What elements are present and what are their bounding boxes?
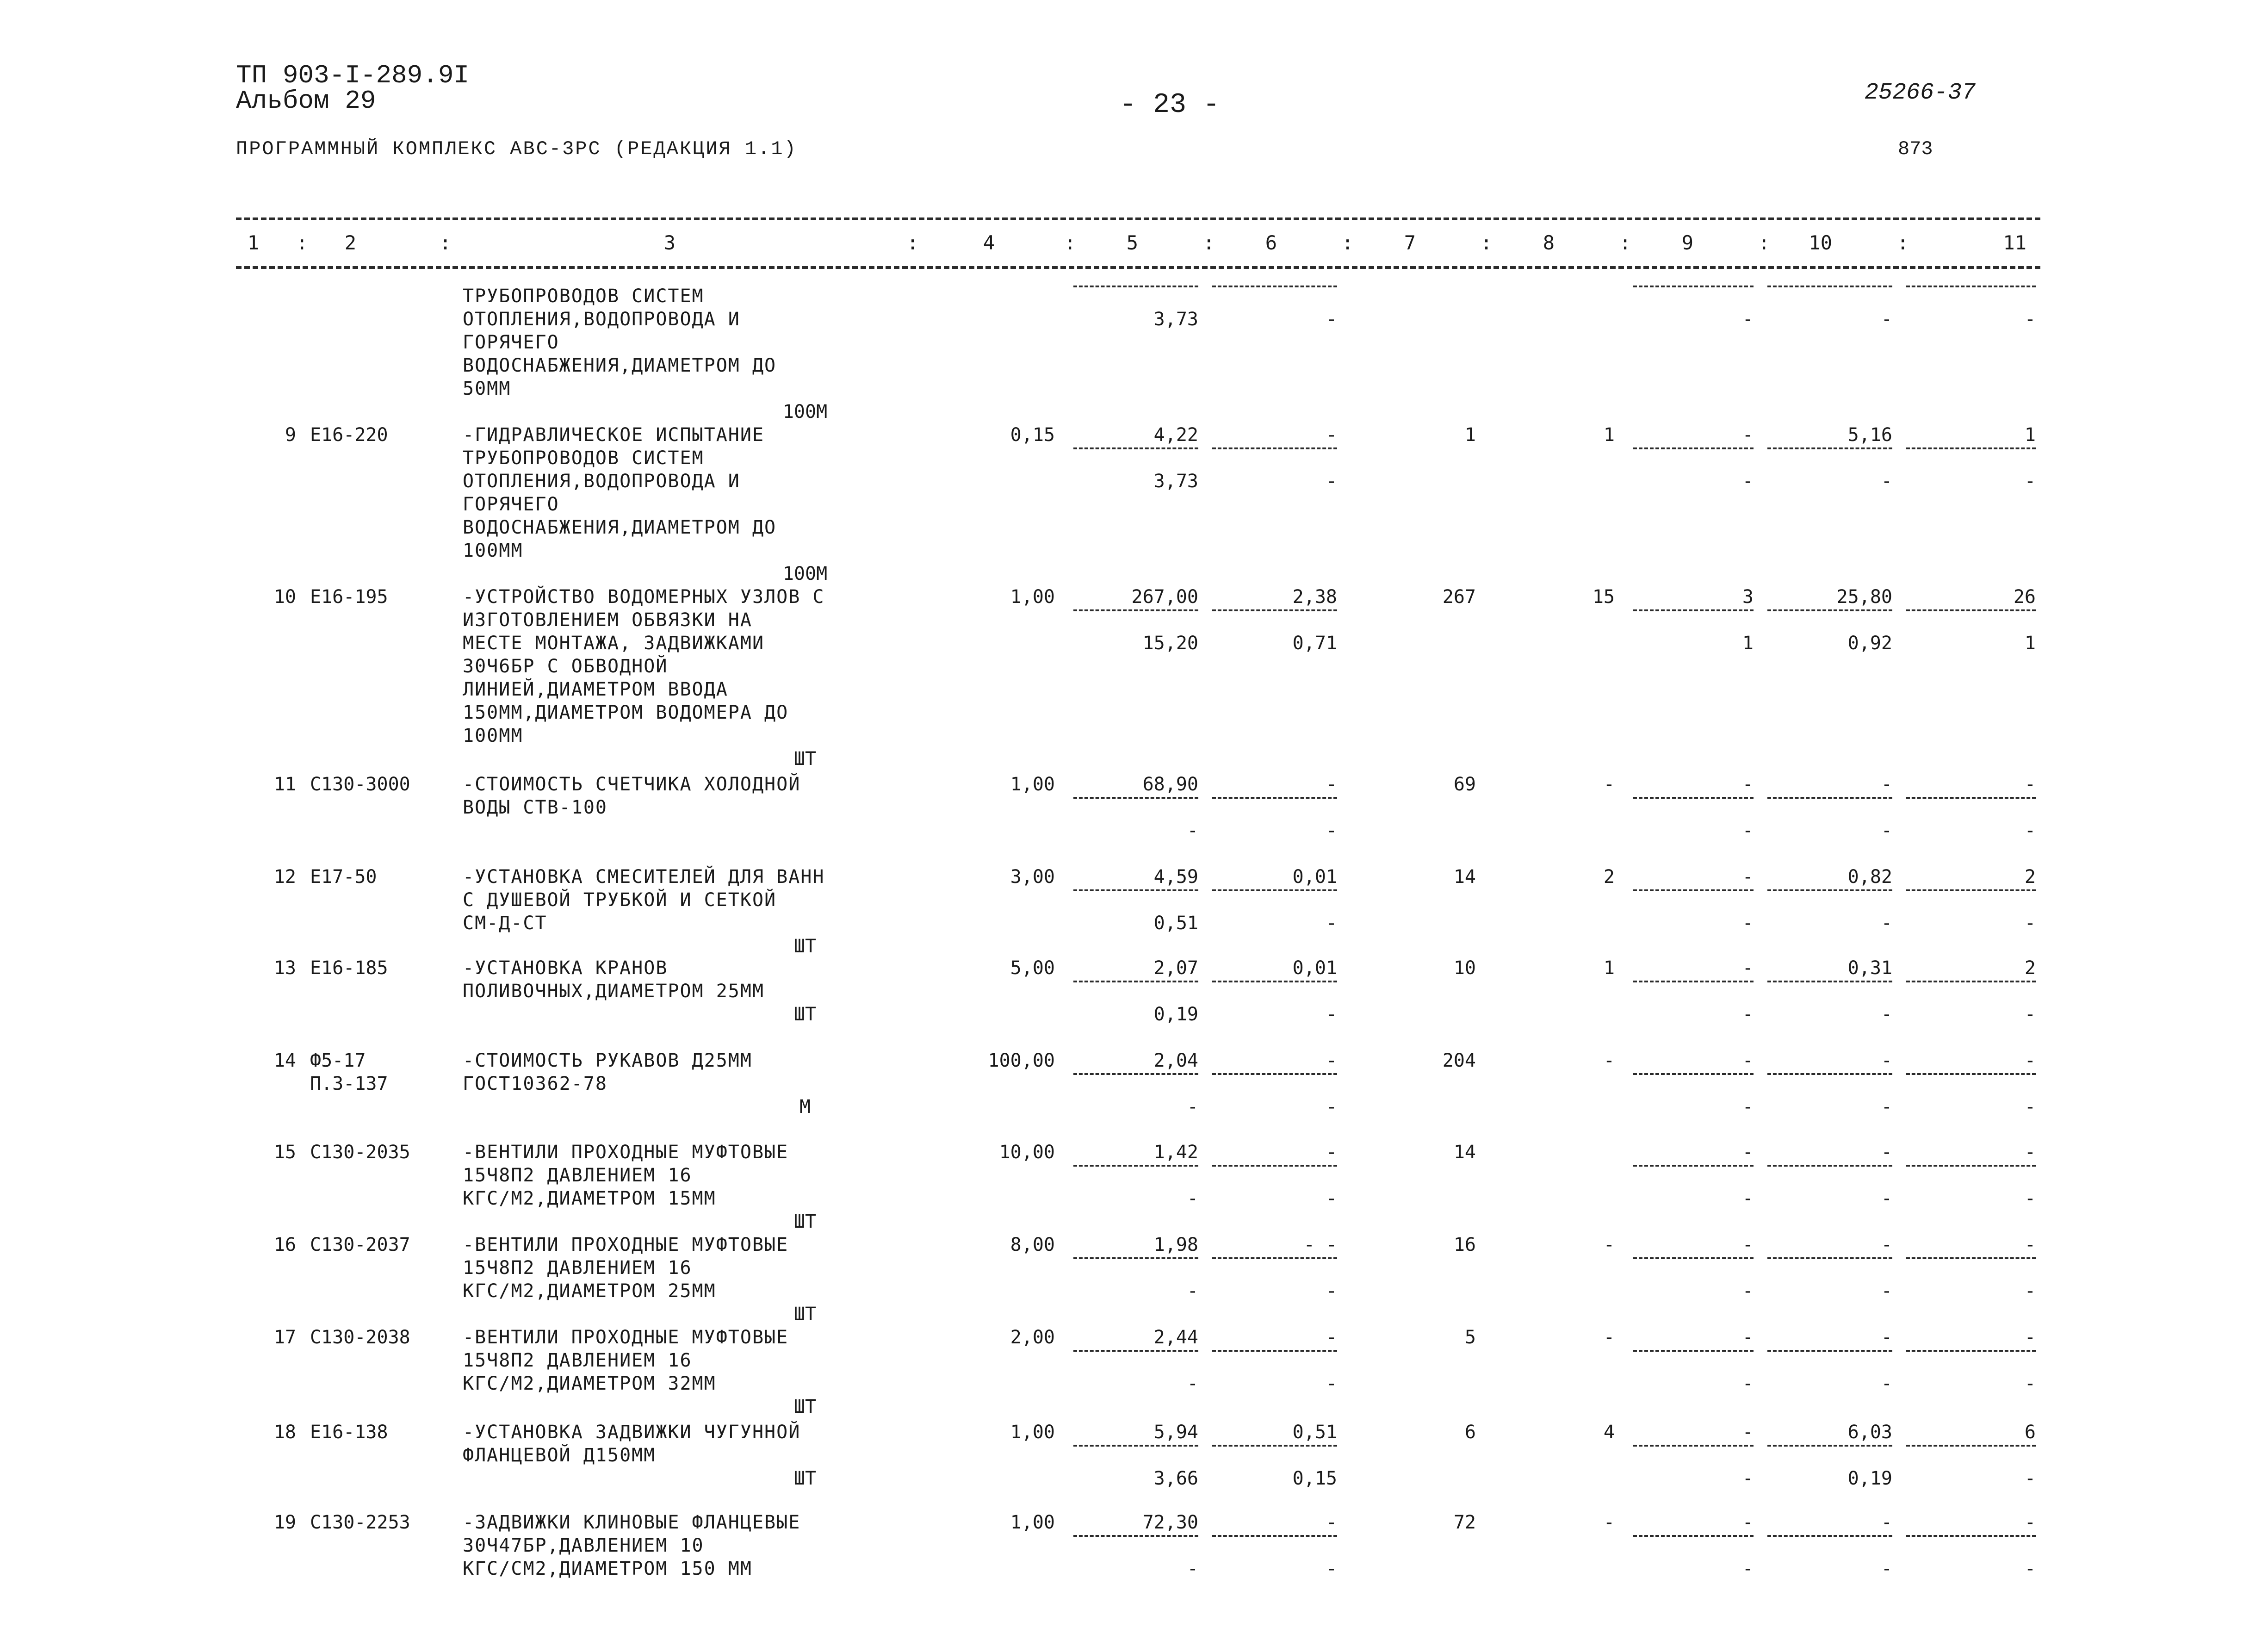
row-number: 19: [273, 1512, 296, 1533]
cell-divider: [1906, 1445, 2036, 1447]
value-c4: 0,15: [1010, 424, 1055, 446]
value-c11-upper: -: [2024, 1142, 2036, 1163]
value-c11-upper: -: [2024, 1234, 2036, 1255]
cell-divider: [1212, 1350, 1337, 1352]
unit-of-measure: ШТ: [793, 936, 817, 957]
cell-divider: [1073, 1350, 1198, 1352]
row-number: 13: [273, 957, 296, 979]
value-c11-lower: -: [2024, 1280, 2036, 1302]
value-c5-lower: 3,73: [1153, 471, 1198, 492]
cell-divider: [1633, 609, 1754, 611]
cell-divider: [1767, 447, 1892, 449]
unit-of-measure: ШТ: [793, 1468, 817, 1489]
value-c4: 1,00: [1010, 774, 1055, 795]
cell-divider: [1073, 889, 1198, 891]
value-c8: 2: [1603, 866, 1615, 888]
norm-code: Е16-220: [310, 424, 388, 446]
cell-divider: [1212, 981, 1337, 982]
value-c11-lower: -: [2024, 913, 2036, 934]
value-c10-upper: -: [1881, 774, 1892, 795]
value-c5-lower: -: [1187, 1373, 1198, 1394]
value-c10-upper: 0,31: [1847, 957, 1892, 979]
cell-divider: [1073, 797, 1198, 799]
column-separator: :: [1619, 231, 1631, 254]
program-title: ПРОГРАММНЫЙ КОМПЛЕКС АВС-3РС (РЕДАКЦИЯ 1.1): [236, 138, 797, 160]
cell-divider: [1767, 981, 1892, 982]
column-header-3: 3: [663, 231, 675, 254]
value-c8: 4: [1603, 1422, 1615, 1443]
cell-divider: [1633, 889, 1754, 891]
value-c5-upper: 4,22: [1153, 424, 1198, 446]
value-c5-lower: 15,20: [1142, 633, 1198, 654]
cell-divider: [1633, 981, 1754, 982]
value-c4: 5,00: [1010, 957, 1055, 979]
unit-of-measure: 100М: [782, 401, 828, 422]
value-c5-upper: 68,90: [1142, 774, 1198, 795]
cell-divider: [1212, 1445, 1337, 1447]
value-c10-lower: -: [1881, 913, 1892, 934]
value-c5-upper: 72,30: [1142, 1512, 1198, 1533]
work-description: -ВЕНТИЛИ ПРОХОДНЫЕ МУФТОВЫЕ 15Ч8П2 ДАВЛЕНИЕМ 16 КГС/М2,ДИАМЕТРОМ 15ММ: [463, 1142, 789, 1209]
value-c11-lower: -: [2024, 1096, 2036, 1118]
cell-divider: [1906, 889, 2036, 891]
cell-divider: [1073, 1165, 1198, 1167]
cell-divider: [1073, 1073, 1198, 1075]
norm-code: С130-2037: [310, 1234, 410, 1255]
column-separator: :: [1203, 231, 1215, 254]
value-c8: -: [1603, 1234, 1615, 1255]
value-c5-lower: -: [1187, 1188, 1198, 1209]
cell-divider: [1212, 1257, 1337, 1259]
cell-divider: [1767, 1257, 1892, 1259]
value-c6-lower: 0,15: [1292, 1468, 1337, 1489]
cell-divider: [1073, 1445, 1198, 1447]
cell-divider: [1633, 1257, 1754, 1259]
cell-divider: [1906, 286, 2036, 287]
value-c4: 1,00: [1010, 1422, 1055, 1443]
value-c7: 10: [1453, 957, 1476, 979]
value-c6-upper: -: [1326, 1512, 1337, 1533]
document-code: ТП 903-I-289.9I: [236, 61, 470, 90]
header-rule-top: [236, 217, 2040, 220]
value-c9-lower: -: [1742, 1468, 1754, 1489]
column-header-10: 10: [1809, 231, 1832, 254]
value-c5-upper: 2,44: [1153, 1327, 1198, 1348]
value-c11-lower: -: [2024, 1373, 2036, 1394]
value-c9-upper: -: [1742, 1327, 1754, 1348]
value-c7: 14: [1453, 1142, 1476, 1163]
unit-of-measure: 100М: [782, 563, 828, 584]
value-c5-lower: 3,73: [1153, 309, 1198, 330]
cell-divider: [1633, 447, 1754, 449]
value-c5-lower: 0,19: [1153, 1004, 1198, 1025]
cell-divider: [1633, 1073, 1754, 1075]
value-c11-upper: 2: [2024, 957, 2036, 979]
cell-divider: [1212, 609, 1337, 611]
work-description: ТРУБОПРОВОДОВ СИСТЕМ ОТОПЛЕНИЯ,ВОДОПРОВОДА И ГОРЯЧЕГО ВОДОСНАБЖЕНИЯ,ДИАМЕТРОМ ДО 50ММ: [463, 286, 777, 399]
unit-of-measure: М: [799, 1096, 811, 1118]
value-c6-upper: 2,38: [1292, 586, 1337, 608]
value-c9-lower: -: [1742, 913, 1754, 934]
value-c11-upper: -: [2024, 1050, 2036, 1071]
column-header-1: 1: [247, 231, 259, 254]
cell-divider: [1767, 797, 1892, 799]
header-rule-bottom: [236, 266, 2040, 269]
value-c10-upper: -: [1881, 1234, 1892, 1255]
value-c11-upper: -: [2024, 1327, 2036, 1348]
column-separator: :: [907, 231, 919, 254]
value-c6-upper: 0,51: [1292, 1422, 1337, 1443]
cell-divider: [1767, 1350, 1892, 1352]
value-c6-lower: -: [1326, 913, 1337, 934]
value-c9-lower: -: [1742, 309, 1754, 330]
value-c7: 1: [1464, 424, 1476, 446]
inventory-code: 25266-37: [1865, 80, 1976, 106]
value-c6-upper: 0,01: [1292, 957, 1337, 979]
value-c8: -: [1603, 1050, 1615, 1071]
cell-divider: [1767, 286, 1892, 287]
cell-divider: [1212, 1073, 1337, 1075]
value-c8: 15: [1592, 586, 1615, 608]
value-c5-upper: 5,94: [1153, 1422, 1198, 1443]
value-c9-upper: -: [1742, 957, 1754, 979]
value-c6-lower: -: [1326, 1280, 1337, 1302]
value-c11-lower: -: [2024, 1468, 2036, 1489]
column-header-6: 6: [1265, 231, 1277, 254]
value-c11-lower: 1: [2024, 633, 2036, 654]
norm-code: С130-2253: [310, 1512, 410, 1533]
row-number: 14: [273, 1050, 296, 1071]
value-c9-upper: -: [1742, 1422, 1754, 1443]
value-c8: 1: [1603, 957, 1615, 979]
value-c11-lower: -: [2024, 820, 2036, 841]
value-c9-upper: -: [1742, 1050, 1754, 1071]
value-c9-upper: -: [1742, 1512, 1754, 1533]
row-number: 9: [285, 424, 296, 446]
value-c4: 1,00: [1010, 586, 1055, 608]
column-separator: :: [440, 231, 452, 254]
value-c6-lower: -: [1326, 1558, 1337, 1579]
value-c5-lower: -: [1187, 1558, 1198, 1579]
value-c10-upper: 0,82: [1847, 866, 1892, 888]
column-separator: :: [1897, 231, 1909, 254]
value-c10-lower: -: [1881, 1188, 1892, 1209]
value-c6-lower: -: [1326, 1188, 1337, 1209]
cell-divider: [1906, 1535, 2036, 1537]
value-c10-upper: 25,80: [1836, 586, 1892, 608]
value-c10-lower: -: [1881, 1373, 1892, 1394]
value-c10-lower: -: [1881, 309, 1892, 330]
value-c9-upper: 3: [1742, 586, 1754, 608]
cell-divider: [1906, 1257, 2036, 1259]
cell-divider: [1073, 981, 1198, 982]
cell-divider: [1212, 286, 1337, 287]
cell-divider: [1073, 609, 1198, 611]
value-c9-lower: -: [1742, 471, 1754, 492]
cell-divider: [1906, 447, 2036, 449]
unit-of-measure: ШТ: [793, 1004, 817, 1025]
cell-divider: [1906, 1073, 2036, 1075]
value-c10-lower: -: [1881, 1096, 1892, 1118]
row-number: 16: [273, 1234, 296, 1255]
row-number: 15: [273, 1142, 296, 1163]
value-c11-lower: -: [2024, 471, 2036, 492]
value-c5-upper: 1,98: [1153, 1234, 1198, 1255]
value-c6-lower: -: [1326, 471, 1337, 492]
value-c6-lower: -: [1326, 309, 1337, 330]
value-c5-upper: 267,00: [1131, 586, 1198, 608]
value-c5-lower: -: [1187, 820, 1198, 841]
value-c4: 3,00: [1010, 866, 1055, 888]
row-number: 10: [273, 586, 296, 608]
value-c11-lower: -: [2024, 1558, 2036, 1579]
value-c7: 16: [1453, 1234, 1476, 1255]
unit-of-measure: ШТ: [793, 1211, 817, 1232]
cell-divider: [1633, 286, 1754, 287]
cell-divider: [1767, 1073, 1892, 1075]
norm-code: Е16-138: [310, 1422, 388, 1443]
work-description: -СТОИМОСТЬ РУКАВОВ Д25ММ ГОСТ10362-78: [463, 1050, 752, 1094]
value-c9-lower: -: [1742, 1096, 1754, 1118]
work-description: -УСТРОЙСТВО ВОДОМЕРНЫХ УЗЛОВ С ИЗГОТОВЛЕНИЕМ ОБВЯЗКИ НА МЕСТЕ МОНТАЖА, ЗАДВИЖКАМИ 30Ч6БР С ОБВОДНОЙ ЛИНИЕЙ,ДИАМЕТРОМ ВВОДА 150ММ,ДИАМЕТРОМ ВОДОМЕРА ДО 100ММ: [463, 586, 825, 746]
work-description: -УСТАНОВКА ЗАДВИЖКИ ЧУГУННОЙ ФЛАНЦЕВОЙ Д150ММ: [463, 1422, 801, 1466]
column-separator: :: [296, 231, 308, 254]
norm-code: С130-2035: [310, 1142, 410, 1163]
value-c10-lower: -: [1881, 1280, 1892, 1302]
work-description: -ВЕНТИЛИ ПРОХОДНЫЕ МУФТОВЫЕ 15Ч8П2 ДАВЛЕНИЕМ 16 КГС/М2,ДИАМЕТРОМ 32ММ: [463, 1327, 789, 1394]
value-c4: 1,00: [1010, 1512, 1055, 1533]
unit-of-measure: ШТ: [793, 1396, 817, 1417]
norm-code: Е16-195: [310, 586, 388, 608]
value-c11-upper: 2: [2024, 866, 2036, 888]
column-separator: :: [1064, 231, 1076, 254]
value-c11-lower: -: [2024, 1188, 2036, 1209]
value-c5-lower: 3,66: [1153, 1468, 1198, 1489]
cell-divider: [1212, 447, 1337, 449]
norm-code: С130-2038: [310, 1327, 410, 1348]
unit-of-measure: ШТ: [793, 1304, 817, 1325]
value-c5-upper: 2,07: [1153, 957, 1198, 979]
value-c8: -: [1603, 774, 1615, 795]
value-c9-lower: -: [1742, 1188, 1754, 1209]
value-c9-lower: -: [1742, 820, 1754, 841]
value-c5-lower: 0,51: [1153, 913, 1198, 934]
value-c10-lower: 0,19: [1847, 1468, 1892, 1489]
column-header-8: 8: [1543, 231, 1555, 254]
value-c6-upper: -: [1326, 424, 1337, 446]
value-c9-upper: -: [1742, 1142, 1754, 1163]
value-c5-lower: -: [1187, 1096, 1198, 1118]
value-c10-upper: -: [1881, 1142, 1892, 1163]
work-description: -ЗАДВИЖКИ КЛИНОВЫЕ ФЛАНЦЕВЫЕ 30Ч47БР,ДАВЛЕНИЕМ 10 КГС/СМ2,ДИАМЕТРОМ 150 ММ: [463, 1512, 801, 1579]
cell-divider: [1767, 1445, 1892, 1447]
value-c6-upper: - -: [1303, 1234, 1337, 1255]
value-c10-lower: -: [1881, 471, 1892, 492]
cell-divider: [1767, 1535, 1892, 1537]
cell-divider: [1212, 889, 1337, 891]
value-c7: 69: [1453, 774, 1476, 795]
cell-divider: [1906, 981, 2036, 982]
value-c9-upper: -: [1742, 424, 1754, 446]
cell-divider: [1212, 797, 1337, 799]
value-c9-upper: -: [1742, 866, 1754, 888]
cell-divider: [1073, 1257, 1198, 1259]
work-description: -ВЕНТИЛИ ПРОХОДНЫЕ МУФТОВЫЕ 15Ч8П2 ДАВЛЕНИЕМ 16 КГС/М2,ДИАМЕТРОМ 25ММ: [463, 1234, 789, 1302]
cell-divider: [1073, 447, 1198, 449]
value-c5-lower: -: [1187, 1280, 1198, 1302]
value-c10-upper: 5,16: [1847, 424, 1892, 446]
cell-divider: [1767, 609, 1892, 611]
row-number: 18: [273, 1422, 296, 1443]
value-c4: 8,00: [1010, 1234, 1055, 1255]
norm-code: Е17-50: [310, 866, 377, 888]
value-c8: -: [1603, 1512, 1615, 1533]
value-c10-lower: -: [1881, 1558, 1892, 1579]
cell-divider: [1906, 797, 2036, 799]
cell-divider: [1767, 889, 1892, 891]
value-c10-upper: -: [1881, 1050, 1892, 1071]
cell-divider: [1073, 1535, 1198, 1537]
value-c6-upper: -: [1326, 1050, 1337, 1071]
work-description: -СТОИМОСТЬ СЧЕТЧИКА ХОЛОДНОЙ ВОДЫ СТВ-100: [463, 774, 801, 818]
value-c7: 72: [1453, 1512, 1476, 1533]
norm-code: Е16-185: [310, 957, 388, 979]
column-header-4: 4: [983, 231, 995, 254]
norm-code: Ф5-17 П.3-137: [310, 1050, 388, 1094]
value-c8: -: [1603, 1327, 1615, 1348]
album-label: Альбом 29: [236, 86, 376, 116]
column-separator: :: [1342, 231, 1354, 254]
value-c8: 1: [1603, 424, 1615, 446]
value-c6-lower: -: [1326, 1373, 1337, 1394]
value-c5-upper: 1,42: [1153, 1142, 1198, 1163]
page-number: - 23 -: [1120, 89, 1220, 121]
cell-divider: [1767, 1165, 1892, 1167]
cell-divider: [1906, 1350, 2036, 1352]
value-c5-upper: 2,04: [1153, 1050, 1198, 1071]
cell-divider: [1633, 1165, 1754, 1167]
column-header-11: 11: [2003, 231, 2026, 254]
value-c4: 10,00: [999, 1142, 1055, 1163]
value-c9-upper: -: [1742, 774, 1754, 795]
row-number: 11: [273, 774, 296, 795]
value-c10-upper: -: [1881, 1327, 1892, 1348]
value-c9-lower: -: [1742, 1280, 1754, 1302]
cell-divider: [1633, 1535, 1754, 1537]
value-c7: 5: [1464, 1327, 1476, 1348]
value-c6-lower: 0,71: [1292, 633, 1337, 654]
column-header-9: 9: [1681, 231, 1693, 254]
value-c9-lower: -: [1742, 1373, 1754, 1394]
unit-of-measure: ШТ: [793, 748, 817, 770]
value-c7: 204: [1442, 1050, 1476, 1071]
value-c5-upper: 4,59: [1153, 866, 1198, 888]
sheet-number: 873: [1898, 138, 1933, 160]
value-c6-lower: -: [1326, 1004, 1337, 1025]
value-c11-upper: -: [2024, 774, 2036, 795]
value-c6-upper: -: [1326, 774, 1337, 795]
value-c7: 14: [1453, 866, 1476, 888]
value-c11-upper: -: [2024, 1512, 2036, 1533]
column-header-2: 2: [344, 231, 356, 254]
cell-divider: [1633, 797, 1754, 799]
value-c4: 2,00: [1010, 1327, 1055, 1348]
value-c9-lower: -: [1742, 1558, 1754, 1579]
value-c11-upper: 6: [2024, 1422, 2036, 1443]
value-c10-upper: -: [1881, 1512, 1892, 1533]
cell-divider: [1906, 609, 2036, 611]
value-c9-upper: -: [1742, 1234, 1754, 1255]
cell-divider: [1633, 1350, 1754, 1352]
value-c6-upper: -: [1326, 1327, 1337, 1348]
value-c9-lower: -: [1742, 1004, 1754, 1025]
value-c11-lower: -: [2024, 309, 2036, 330]
value-c10-upper: 6,03: [1847, 1422, 1892, 1443]
row-number: 12: [273, 866, 296, 888]
column-header-5: 5: [1126, 231, 1138, 254]
value-c11-upper: 1: [2024, 424, 2036, 446]
value-c7: 267: [1442, 586, 1476, 608]
column-header-7: 7: [1404, 231, 1416, 254]
cell-divider: [1906, 1165, 2036, 1167]
value-c9-lower: 1: [1742, 633, 1754, 654]
value-c10-lower: -: [1881, 1004, 1892, 1025]
value-c4: 100,00: [988, 1050, 1055, 1071]
value-c10-lower: -: [1881, 820, 1892, 841]
value-c10-lower: 0,92: [1847, 633, 1892, 654]
cell-divider: [1212, 1535, 1337, 1537]
column-separator: :: [1758, 231, 1770, 254]
work-description: -УСТАНОВКА СМЕСИТЕЛЕЙ ДЛЯ ВАНН С ДУШЕВОЙ ТРУБКОЙ И СЕТКОЙ СМ-Д-СТ: [463, 866, 825, 934]
cell-divider: [1212, 1165, 1337, 1167]
work-description: -ГИДРАВЛИЧЕСКОЕ ИСПЫТАНИЕ ТРУБОПРОВОДОВ СИСТЕМ ОТОПЛЕНИЯ,ВОДОПРОВОДА И ГОРЯЧЕГО ВОДОСНАБЖЕНИЯ,ДИАМЕТРОМ ДО 100ММ: [463, 424, 777, 561]
value-c6-lower: -: [1326, 1096, 1337, 1118]
column-separator: :: [1481, 231, 1493, 254]
cell-divider: [1633, 1445, 1754, 1447]
work-description: -УСТАНОВКА КРАНОВ ПОЛИВОЧНЫХ,ДИАМЕТРОМ 25ММ: [463, 957, 765, 1002]
row-number: 17: [273, 1327, 296, 1348]
norm-code: С130-3000: [310, 774, 410, 795]
value-c6-upper: -: [1326, 1142, 1337, 1163]
value-c11-upper: 26: [2013, 586, 2036, 608]
value-c6-lower: -: [1326, 820, 1337, 841]
value-c6-upper: 0,01: [1292, 866, 1337, 888]
cell-divider: [1073, 286, 1198, 287]
value-c7: 6: [1464, 1422, 1476, 1443]
value-c11-lower: -: [2024, 1004, 2036, 1025]
